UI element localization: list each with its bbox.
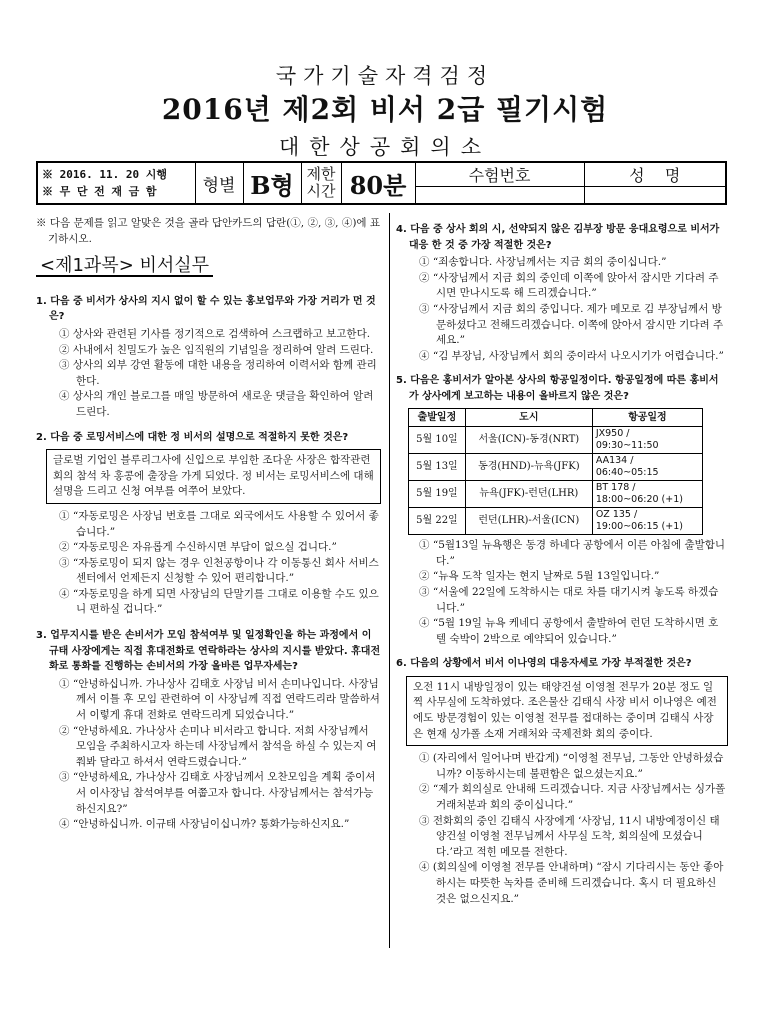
option-1: ① “자동로밍은 사장님 번호를 그대로 외국에서도 사용할 수 있어서 좋습니다.” bbox=[59, 509, 379, 538]
time-limit-value: 80분 bbox=[341, 162, 415, 204]
date-cell: 5월 13일 bbox=[409, 454, 466, 481]
flight-cell: OZ 135 / 19:00~06:15 (+1) bbox=[592, 508, 702, 535]
flight-cell: JX950 / 09:30~11:50 bbox=[592, 427, 702, 454]
question-2 bbox=[36, 430, 381, 619]
subject-heading: <제1과목> 비서실무 bbox=[36, 257, 213, 277]
exam-number-label: 수험번호 bbox=[415, 162, 584, 187]
exam-organization: 대한상공회의소 bbox=[278, 135, 491, 159]
option-3: ③ “사장님께서 지금 회의 중입니다. 제가 메모로 김 부장님께서 방문하셨다고 전해드리겠습니다. 이쪽에 앉아서 잠시만 기다려 주세요.” bbox=[419, 302, 724, 347]
table-row bbox=[409, 508, 703, 535]
option-1: ① (자리에서 일어나며 반갑게) “이영철 전무님, 그동안 안녕하셨습니까? 이동하시는데 불편함은 없으셨는지요.” bbox=[419, 752, 724, 780]
question-5 bbox=[396, 373, 728, 647]
flight-cell: BT 178 / 18:00~06:20 (+1) bbox=[592, 481, 702, 508]
header-city: 도시 bbox=[465, 408, 592, 427]
option-1: ① “죄송합니다. 사장님께서는 지금 회의 중이십니다.” bbox=[419, 256, 667, 269]
option-3: ③ 전화회의 중인 김태식 사장에게 ‘사장님, 11시 내방예정이신 태양건설 이영철 전무님께서 사무실 도착, 회의실에 모셨습니다.’라고 적힌 메모를 전한다. bbox=[419, 814, 720, 858]
exam-title: 2016년 제2회 비서 2급 필기시험 bbox=[161, 93, 609, 126]
question-text: 6. 다음의 상황에서 비서 이나영의 대응자세로 가장 부적절한 것은? bbox=[396, 658, 692, 670]
option-4: ④ (회의실에 이영철 전무를 안내하며) “잠시 기다리시는 동안 좋아하시는 따뜻한 녹차를 준비해 드리겠습니다. 혹시 더 필요하신 것은 없으신지요.” bbox=[419, 861, 724, 905]
date-cell: 5월 10일 bbox=[409, 427, 466, 454]
option-1: ① 상사와 관련된 기사를 정기적으로 검색하여 스크랩하고 보고한다. bbox=[59, 327, 371, 340]
option-3: ③ 상사의 외부 강연 활동에 대한 내용을 정리하여 이력서와 함께 관리한다. bbox=[59, 359, 377, 387]
question-text: 3. 업무지시를 받은 손비서가 모임 참석여부 및 일정확인을 하는 과정에서 이규태 사장에게는 직접 휴대전화로 연락하라는 상사의 지시를 받았다. 휴대전화로 통화를 진행하는 손비서의 가장 올바른 업무자세는? bbox=[36, 630, 381, 673]
question-text: 5. 다음은 홍비서가 알아본 상사의 항공일정이다. 항공일정에 따른 홍비서가 상사에게 보고하는 내용이 올바르지 않은 것은? bbox=[396, 375, 719, 402]
time-limit-label: 제한 시간 bbox=[301, 162, 341, 204]
header-flight-schedule: 항공일정 bbox=[592, 408, 702, 427]
option-2: ② “제가 회의실로 안내해 드리겠습니다. 지금 사장님께서는 싱가폴 거래처분과 회의 중이십니다.” bbox=[419, 783, 726, 812]
scenario-box: 글로벌 기업인 블루리그사에 신입으로 부임한 조다운 사장은 합작관련 회의 참석 차 홍콩에 출장을 가게 되었다. 정 비서는 로밍서비스에 대해 설명을 드리고 신청 여부를 여쭈어 보았다. bbox=[46, 449, 381, 504]
question-3 bbox=[36, 628, 381, 833]
question-6 bbox=[396, 656, 728, 907]
instructions: ※ 다음 문제를 읽고 알맞은 것을 골라 답안카드의 답란(①, ②, ③, ④)에 표기하시오. bbox=[36, 217, 381, 245]
right-column bbox=[396, 222, 728, 907]
option-2: ② 사내에서 친밀도가 높은 임직원의 기념일을 정리하여 알려 드린다. bbox=[59, 343, 374, 356]
question-text: 1. 다음 중 비서가 상사의 지시 없이 할 수 있는 홍보업무와 가장 거리가 먼 것은? bbox=[36, 295, 376, 323]
no-copy-notice: ※ 무 단 전 재 금 함 bbox=[42, 185, 157, 198]
question-text: 4. 다음 중 상사 회의 시, 선약되지 않은 김부장 방문 응대요령으로 비서가 대응 한 것 중 가장 적절한 것은? bbox=[396, 224, 720, 251]
type-label: 형별 bbox=[195, 162, 243, 204]
option-4: ④ “김 부장님, 사장님께서 회의 중이라서 나오시기가 어렵습니다.” bbox=[419, 349, 724, 362]
table-row bbox=[409, 481, 703, 508]
header-departure-date: 출발일정 bbox=[409, 408, 466, 427]
date-cell: 5월 22일 bbox=[409, 508, 466, 535]
city-cell: 서울(ICN)-동경(NRT) bbox=[465, 427, 592, 454]
name-label: 성 명 bbox=[584, 162, 726, 187]
option-4: ④ “5월 19일 뉴욕 케네디 공항에서 출발하여 런던 도착하시면 호텔 숙박이 2박으로 예약되어 있습니다.” bbox=[419, 617, 719, 645]
scenario-box: 오전 11시 내방일정이 있는 태양건설 이영철 전무가 20분 정도 일찍 사무실에 도착하였다. 조은물산 김태식 사장 비서 이나영은 예전에도 방문경험이 있는 이영철 전무를 접대하는 중이며 김태식 사장은 현재 싱가폴 소재 거래처와 국제전화 회의 중이다. bbox=[406, 676, 728, 746]
city-cell: 뉴욕(JFK)-런던(LHR) bbox=[465, 481, 592, 508]
option-1: ① “안녕하십니까. 가나상사 김태호 사장님 비서 손미나입니다. 사장님께서 이틀 후 모임 관련하여 이 사장님께 직접 연락드리라 말씀하셔서 이렇게 휴대 전화로 연락드리게 되었습니다.” bbox=[59, 677, 380, 722]
option-2: ② “안녕하세요. 가나상사 손미나 비서라고 합니다. 저희 사장님께서 모임을 주최하시고자 하는데 사장님께서 참석을 하실 수 있는지 여쭤봐 달라고 하셔서 연락드렸습니다.” bbox=[59, 724, 377, 768]
option-4: ④ “안녕하십니까. 이규태 사장님이십니까? 통화가능하신지요.” bbox=[59, 818, 350, 831]
type-value: B형 bbox=[243, 162, 301, 204]
table-row bbox=[409, 427, 703, 454]
option-3: ③ “서울에 22일에 도착하시는 대로 차를 대기시켜 놓도록 하겠습니다.” bbox=[419, 585, 719, 614]
city-cell: 동경(HND)-뉴욕(JFK) bbox=[465, 454, 592, 481]
flight-cell: AA134 / 06:40~05:15 bbox=[592, 454, 702, 481]
column-divider bbox=[389, 213, 390, 948]
exam-info-table bbox=[36, 161, 727, 205]
name-field[interactable] bbox=[584, 187, 726, 205]
table-row bbox=[409, 454, 703, 481]
option-2: ② “사장님께서 지금 회의 중인데 이쪽에 앉아서 잠시만 기다려 주시면 만나시도록 해 드리겠습니다.” bbox=[419, 271, 719, 300]
flight-schedule-table bbox=[408, 408, 703, 536]
question-1 bbox=[36, 294, 381, 421]
exam-date: ※ 2016. 11. 20 시행 bbox=[42, 168, 167, 181]
exam-date-notice bbox=[37, 162, 195, 204]
city-cell: 런던(LHR)-서울(ICN) bbox=[465, 508, 592, 535]
exam-number-field[interactable] bbox=[415, 187, 584, 205]
question-4 bbox=[396, 222, 728, 364]
option-4: ④ “자동로밍을 하게 되면 사장님의 단말기를 그대로 이용할 수도 있으니 편하실 겁니다.” bbox=[59, 587, 379, 616]
option-4: ④ 상사의 개인 블로그를 매일 방문하여 새로운 댓글을 확인하여 알려드린다. bbox=[59, 390, 374, 418]
option-3: ③ “자동로밍이 되지 않는 경우 인천공항이나 각 이동통신 회사 서비스 센터에서 언제든지 신청할 수 있어 편리합니다.” bbox=[59, 556, 379, 585]
date-cell: 5월 19일 bbox=[409, 481, 466, 508]
left-column bbox=[36, 216, 381, 833]
question-text: 2. 다음 중 로밍서비스에 대한 정 비서의 설명으로 적절하지 못한 것은? bbox=[36, 431, 349, 443]
exam-category: 국가기술자격검정 bbox=[275, 64, 495, 88]
option-3: ③ “안녕하세요, 가나상사 김태호 사장님께서 오찬모임을 계획 중이셔서 이사장님 참석여부를 여쭙고자 합니다. 사장님께서는 참석가능하신지요?” bbox=[59, 771, 376, 815]
option-2: ② “뉴욕 도착 일자는 현지 날짜로 5월 13일입니다.” bbox=[419, 570, 660, 583]
option-2: ② “자동로밍은 자유롭게 수신하시면 부담이 없으실 겁니다.” bbox=[59, 541, 337, 554]
option-1: ① “5월13일 뉴욕행은 동경 하네다 공항에서 이른 아침에 출발합니다.” bbox=[419, 539, 726, 567]
